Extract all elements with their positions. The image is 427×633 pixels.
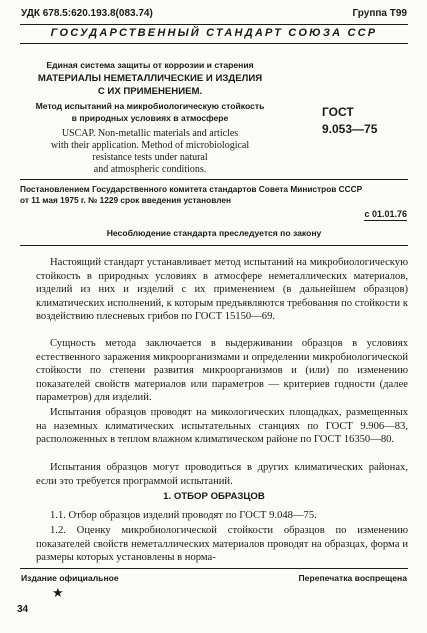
header-bottom-rule [20,43,408,44]
decree-line-2: от 11 мая 1975 г. № 1229 срок введения установлен [20,195,232,205]
title-block-rule [20,179,408,180]
paragraph-method-essence: Сущность метода заключается в выдерживании образцов в условиях естественного заражения микроорганизмами и определении микробиологической стойкости по степени развития микроорганизмов и (или) по изменению показателей свойств материалов или параметров — критериев годности (далее параметров) для изделий. [36,338,408,404]
paragraph-test-sites: Испытания образцов проводят на микологических площадках, размещенных на наземных климатических испытательных станциях по ГОСТ 9.906—83, расположенных в теплом влажном климатическом районе по ГОСТ 16350—80. [36,407,408,446]
official-edition-label: Издание официальное [21,573,119,583]
udk-code: УДК 678.5:620.193.8(083.74) [21,8,153,19]
reprint-prohibited-label: Перепечатка воспрещена [298,573,407,583]
section-heading: 1. ОТБОР ОБРАЗЦОВ [163,491,265,502]
gost-number: 9.053—75 [322,122,378,136]
document-title-line-2: С ИХ ПРИМЕНЕНИЕМ. [97,86,203,97]
paragraph-scope: Настоящий стандарт устанавливает метод испытаний на микробиологическую стойкость в природных условиях в атмосфере неметаллических материалов, изделий из них и изделий с их применением (в дальнейшем образцов) климатических исполнений, к которым предъявляются требования по стойкости к воздействию плесневых грибов по ГОСТ 15150—69. [36,257,408,323]
english-title-line-4: and atmospheric conditions. [93,164,207,175]
header-top-rule [20,24,408,25]
decree-line-1: Постановлением Государственного комитета стандартов Совета Министров СССР [20,184,363,194]
method-subtitle-line-1: Метод испытаний на микробиологическую стойкость [35,101,265,111]
english-title-line-2: with their application. Method of microbiological [50,140,250,151]
warning-rule [20,245,408,246]
method-subtitle-line-2: в природных условиях в атмосфере [71,113,229,123]
group-code: Группа Т99 [352,8,407,19]
clause-1-2: 1.2. Оценку микробиологической стойкости образцов по изменению показателей свойств неметаллических материалов проводят на образцах, форма и размеры которых установлены в норма- [36,525,408,564]
page-number: 34 [17,604,29,615]
clause-1-1: 1.1. Отбор образцов изделий проводят по ГОСТ 9.048—75. [50,510,317,521]
english-title-line-1: USCAP. Non-metallic materials and articles [61,128,239,139]
document-title-line-1: МАТЕРИАЛЫ НЕМЕТАЛЛИЧЕСКИЕ И ИЗДЕЛИЯ [37,73,263,84]
gost-label: ГОСТ [322,105,354,119]
state-standard-banner: ГОСУДАРСТВЕННЫЙ СТАНДАРТ СОЮЗА ССР [50,27,378,39]
footer-rule [20,568,408,569]
effective-date: с 01.01.76 [364,209,407,219]
legal-warning: Несоблюдение стандарта преследуется по закону [106,228,322,238]
english-title-line-3: resistance tests under natural [92,152,208,163]
star-icon: ★ [52,585,64,600]
system-title: Единая система защиты от коррозии и старения [46,60,254,70]
paragraph-other-regions: Испытания образцов могут проводиться в других климатических районах, если это требуется программой испытаний. [36,462,408,487]
